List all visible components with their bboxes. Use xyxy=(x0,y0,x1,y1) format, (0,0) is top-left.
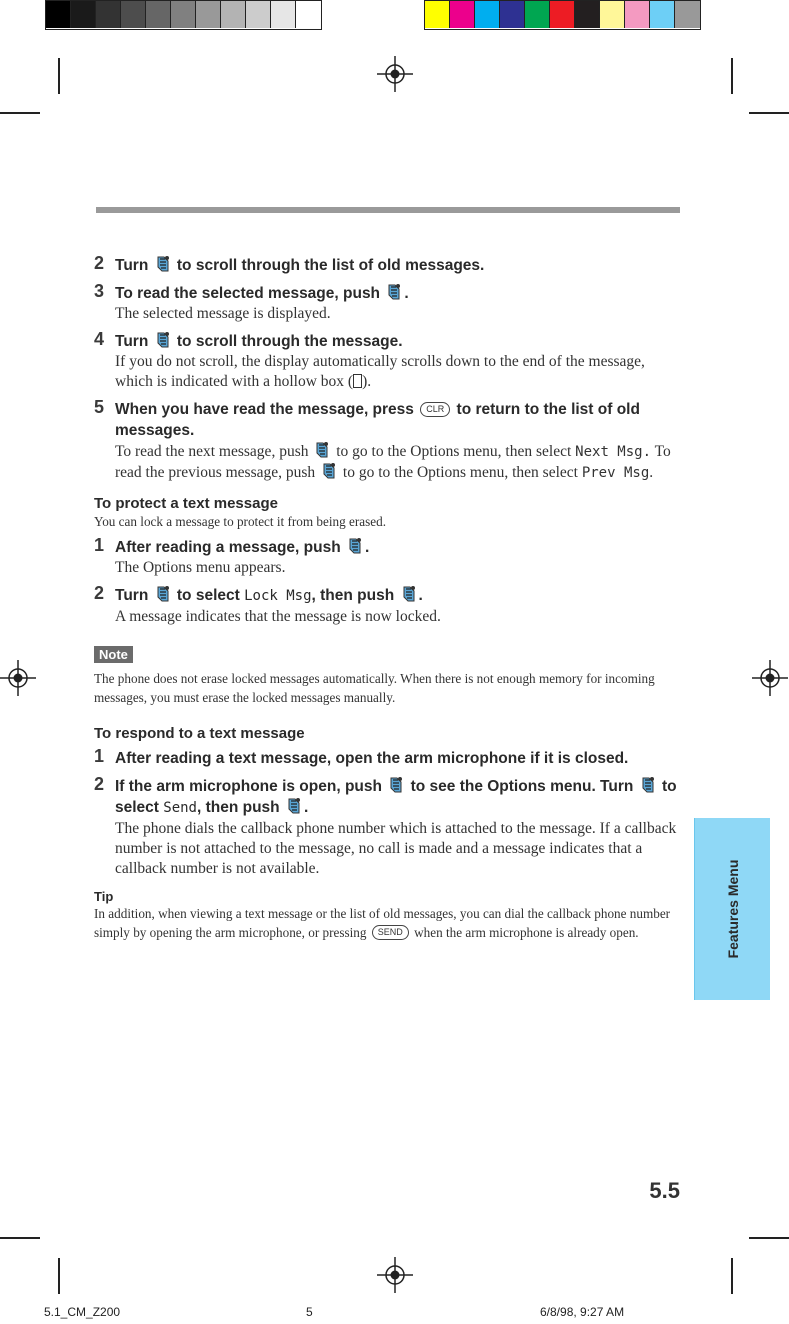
crop-mark xyxy=(749,1237,789,1239)
jog-dial-icon xyxy=(155,255,171,273)
menu-option-text: Send xyxy=(163,800,197,816)
text-run: . xyxy=(418,587,423,604)
step-number: 5 xyxy=(94,397,105,417)
color-swatch xyxy=(296,1,321,28)
color-swatch xyxy=(221,1,246,28)
color-swatch xyxy=(625,1,650,28)
menu-option-text: Prev Msg xyxy=(581,465,650,481)
jog-dial-icon xyxy=(347,537,363,555)
step-list-protect xyxy=(94,537,680,627)
crop-mark xyxy=(0,1237,40,1239)
step-heading xyxy=(115,585,680,607)
registration-mark-left xyxy=(0,660,36,696)
step-number: 2 xyxy=(94,774,105,794)
crop-mark xyxy=(731,1258,733,1294)
step-body xyxy=(115,607,680,627)
footer-filename: 5.1_CM_Z200 xyxy=(44,1305,121,1319)
color-swatch xyxy=(525,1,550,28)
color-swatch xyxy=(450,1,475,28)
step-number: 1 xyxy=(94,746,105,766)
footer-date: 6/8/98, 9:27 AM xyxy=(540,1305,625,1319)
text-run: To read the previous message, push xyxy=(115,443,671,481)
clr-key-icon: CLR xyxy=(420,402,450,417)
text-run: After reading a message, push xyxy=(115,539,345,556)
step-body xyxy=(115,441,680,483)
step-item xyxy=(94,283,680,324)
tip-label: Tip xyxy=(94,889,114,904)
step-item xyxy=(94,537,680,578)
section-intro-protect: You can lock a message to protect it from being erased. xyxy=(94,514,386,529)
text-run: Turn xyxy=(115,257,153,274)
color-swatch xyxy=(475,1,500,28)
jog-dial-icon xyxy=(155,585,171,603)
crop-mark xyxy=(731,58,733,94)
footer-page: 5 xyxy=(306,1305,313,1319)
tip-text xyxy=(94,904,680,942)
text-run: when the arm microphone is already open. xyxy=(410,925,639,940)
text-run: If the arm microphone is open, push xyxy=(115,778,387,795)
note-label: Note xyxy=(94,646,133,663)
jog-dial-icon xyxy=(401,585,417,603)
step-heading xyxy=(115,331,680,352)
menu-option-text: Lock Msg xyxy=(244,588,312,604)
color-swatch xyxy=(171,1,196,28)
text-run: . xyxy=(404,285,409,302)
text-run: Turn xyxy=(115,333,153,350)
color-swatch xyxy=(146,1,171,28)
note-text: The phone does not erase locked messages automatically. When there is not enough memory for incoming messages, you must erase the locked messages manually. xyxy=(94,671,655,705)
jog-dial-icon xyxy=(388,776,404,794)
jog-dial-icon xyxy=(640,776,656,794)
text-run: If you do not scroll, the display automatically scrolls down to the end of the message, which is indicated with a hollow box ( xyxy=(115,353,645,390)
step-heading xyxy=(115,748,680,769)
step-body xyxy=(115,819,680,879)
text-run: . xyxy=(365,539,370,556)
text-run: to go to the Options menu, then select xyxy=(332,443,576,460)
step-heading xyxy=(115,283,680,304)
step-body xyxy=(115,558,680,578)
step-heading xyxy=(115,255,680,276)
text-run: Turn xyxy=(115,587,153,604)
color-calibration-bar xyxy=(424,0,701,30)
color-swatch xyxy=(121,1,146,28)
color-swatch xyxy=(675,1,700,28)
jog-dial-icon xyxy=(386,283,402,301)
section-title-respond: To respond to a text message xyxy=(94,725,305,742)
text-run: When you have read the message, press xyxy=(115,401,419,418)
color-swatch xyxy=(246,1,271,28)
text-run: to see the Options menu. Turn xyxy=(406,778,638,795)
jog-dial-icon xyxy=(314,441,330,459)
jog-dial-icon xyxy=(321,462,337,480)
header-rule xyxy=(96,207,680,213)
color-swatch xyxy=(96,1,121,28)
page-content xyxy=(94,255,680,942)
text-run: to go to the Options menu, then select xyxy=(339,464,582,481)
crop-mark xyxy=(58,58,60,94)
send-key-icon: SEND xyxy=(372,925,409,940)
step-number: 2 xyxy=(94,253,105,273)
page-number: 5.5 xyxy=(649,1178,680,1203)
text-run: . xyxy=(649,464,654,481)
color-swatch xyxy=(71,1,96,28)
color-swatch xyxy=(600,1,625,28)
step-number: 1 xyxy=(94,535,105,555)
text-run: , then push xyxy=(196,799,284,816)
step-number: 2 xyxy=(94,583,105,603)
step-item xyxy=(94,331,680,392)
step-heading xyxy=(115,776,680,819)
color-swatch xyxy=(550,1,575,28)
text-run: To read the selected message, push xyxy=(115,285,385,302)
text-run: To read the next message, push xyxy=(115,443,313,460)
crop-mark xyxy=(0,112,40,114)
text-run: to scroll through the list of old messages. xyxy=(172,257,485,274)
text-run: ). xyxy=(362,373,372,390)
step-body xyxy=(115,352,680,392)
step-item xyxy=(94,748,680,769)
text-run: to return to the list of old messages. xyxy=(115,401,640,439)
step-item xyxy=(94,585,680,627)
crop-mark xyxy=(58,1258,60,1294)
section-side-tab xyxy=(694,818,770,1000)
color-swatch xyxy=(271,1,296,28)
jog-dial-icon xyxy=(155,331,171,349)
text-run: In addition, when viewing a text message or the list of old messages, you can dial the callback phone number simply by opening the arm microphone, or pressing xyxy=(94,906,671,940)
step-number: 4 xyxy=(94,329,105,349)
registration-mark-right xyxy=(752,660,788,696)
text-run: After reading a text message, open the arm microphone if it is closed. xyxy=(115,750,629,767)
text-run: A message indicates that the message is now locked. xyxy=(115,608,441,625)
grayscale-calibration-bar xyxy=(45,0,322,30)
text-run: . xyxy=(303,799,309,816)
text-run: , then push xyxy=(311,587,399,604)
crop-mark xyxy=(749,112,789,114)
side-tab-label: Features Menu xyxy=(724,859,741,959)
jog-dial-icon xyxy=(286,797,302,815)
step-list-old-messages xyxy=(94,255,680,483)
text-run: The selected message is displayed. xyxy=(115,305,331,322)
color-swatch xyxy=(575,1,600,28)
registration-mark-bottom xyxy=(377,1257,413,1293)
step-item xyxy=(94,399,680,483)
step-list-respond xyxy=(94,748,680,879)
text-run: to select xyxy=(115,778,677,816)
color-swatch xyxy=(650,1,675,28)
color-swatch xyxy=(46,1,71,28)
text-run: The phone dials the callback phone number which is attached to the message. If a callback number is not attached to the message, no call is made and a message indicates that a callback number is not available. xyxy=(115,820,677,877)
color-swatch xyxy=(425,1,450,28)
menu-option-text: Next Msg. xyxy=(575,444,652,460)
step-body xyxy=(115,304,680,324)
step-item xyxy=(94,776,680,879)
step-item xyxy=(94,255,680,276)
text-run: to select xyxy=(172,587,245,604)
step-heading xyxy=(115,399,680,441)
registration-mark-top xyxy=(377,56,413,92)
section-title-protect: To protect a text message xyxy=(94,495,278,512)
text-run: to scroll through the message. xyxy=(172,333,403,350)
color-swatch xyxy=(500,1,525,28)
step-number: 3 xyxy=(94,281,105,301)
step-heading xyxy=(115,537,680,558)
text-run: The Options menu appears. xyxy=(115,559,286,576)
hollow-box-icon xyxy=(353,374,362,388)
color-swatch xyxy=(196,1,221,28)
